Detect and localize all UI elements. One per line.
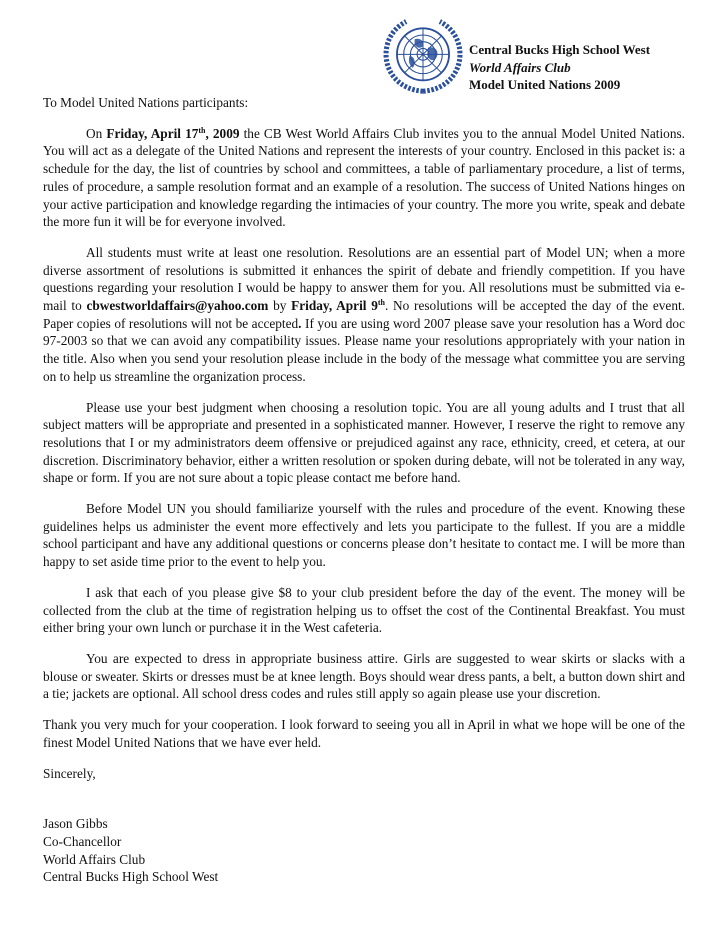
letterhead: [469, 41, 650, 94]
club-name: World Affairs Club: [469, 59, 571, 75]
submission-deadline: Friday, April 9th: [291, 298, 385, 314]
signer-org: World Affairs Club: [43, 851, 146, 867]
event-date: Friday, April 17th, 2009: [106, 125, 240, 141]
closing: Sincerely,: [43, 765, 96, 781]
un-emblem-icon: [381, 14, 465, 98]
signature-block: [43, 815, 685, 886]
signer-school: Central Bucks High School West: [43, 869, 219, 885]
letter-body: [43, 94, 685, 886]
school-name: Central Bucks High School West: [469, 42, 651, 57]
signer-name: Jason Gibbs: [43, 816, 108, 832]
paragraph-rules: Before Model UN you should familiarize yourself with the rules and procedure of the event. Knowing these guidelines helps us administer the event more effectively and lets you participate to the fullest. If you are a middle school participant and have any additional questions or concerns please don’t hesitate to contact me. I will be more than happy to set aside time prior to the event to help you.: [43, 501, 685, 570]
paragraph-topic-judgment: Please use your best judgment when choosing a resolution topic. You are all young adults and I trust that all subject matters will be appropriate and presented in a sophisticated manner. However, I reserve the right to remove any resolutions that I or my administrators deem offensive or prejudiced against any race, ethnicity, creed, et cetera, at our discretion. Discriminatory behavior, either a written resolution or spoken during debate, will not be tolerated in any way, shape or form. If you are not sure about a topic please contact me before hand.: [43, 399, 685, 486]
paragraph-resolutions: All students must write at least one resolution. Resolutions are an essential part of Model UN; when a more diverse assortment of resolutions is submitted it enhances the spirit of debate and friendly competition. If you have questions regarding your resolution I would be happy to answer them for you. All resolutions must be submitted via e-mail to cbwestworldaffairs@yahoo.com by Friday, April 9th. No resolutions will be accepted the day of the event. Paper copies of resolutions will not be accepted. If you are using word 2007 please save your resolution has a Word doc 97-2003 so that we can avoid any compatibility issues. Please name your resolutions appropriately with your nation in the title. Also when you send your resolution please include in the body of the message what committee you are serving on to help us streamline the organization process.: [43, 244, 685, 384]
salutation: To Model United Nations participants:: [43, 95, 249, 110]
paragraph-dress-code: You are expected to dress in appropriate business attire. Girls are suggested to wear skirts or slacks with a blouse or sweater. Skirts or dresses must be at knee length. Boys should wear dress pants, a belt, a button down shirt and a tie; jackets are optional. All school dress codes and rules still apply so again please use your discretion.: [43, 650, 685, 702]
paragraph-thanks: Thank you very much for your cooperation. I look forward to seeing you all in April in what we hope will be one of the finest Model United Nations that we have ever held.: [43, 717, 685, 750]
signer-title: Co-Chancellor: [43, 833, 122, 849]
submission-email: cbwestworldaffairs@yahoo.com: [86, 298, 269, 314]
paragraph-intro: On Friday, April 17th, 2009 the CB West World Affairs Club invites you to the annual Model United Nations. You will act as a delegate of the United Nations and represent the interests of your country. Enclosed in this packet is: a schedule for the day, the list of countries by school and committees, a table of parliamentary procedure, a list of terms, rules of procedure, a sample resolution format and an example of a resolution. The success of United Nations hinges on your active participation and knowledge regarding the intimacies of your country. The more you write, speak and debate the more fun it will be for everyone involved.: [43, 125, 685, 230]
paragraph-fee: I ask that each of you please give $8 to your club president before the day of the event. The money will be collected from the club at the time of registration helping us to offset the cost of the Continental Breakfast. You must either bring your own lunch or purchase it in the West cafeteria.: [43, 584, 685, 636]
event-name: Model United Nations 2009: [469, 77, 621, 92]
